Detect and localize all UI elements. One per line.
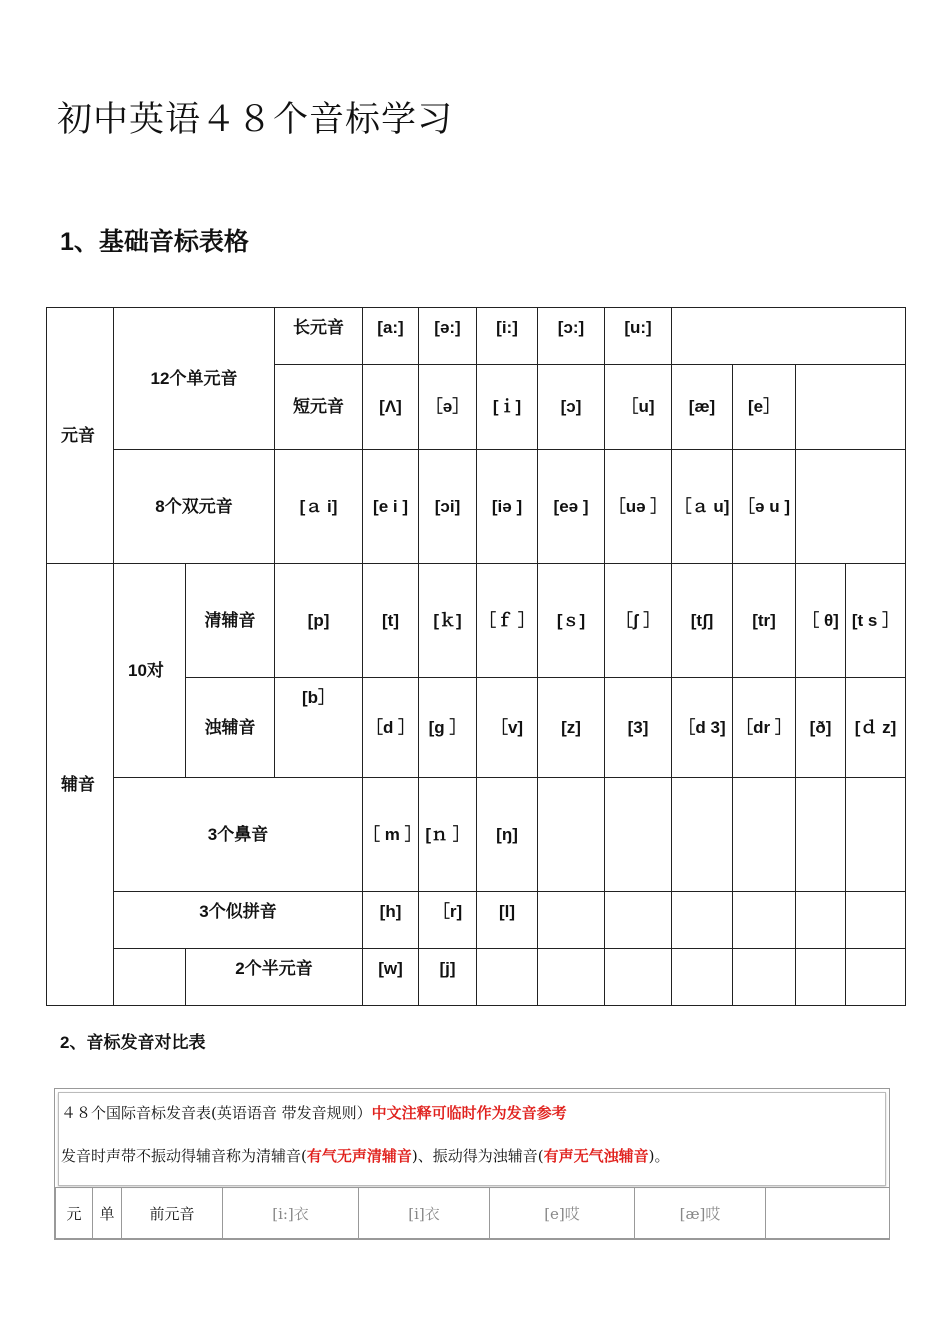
empty-cell	[672, 308, 906, 365]
ipa-cell: [p]	[275, 564, 363, 678]
ipa-cell: [l]	[477, 892, 538, 949]
empty-cell	[796, 778, 846, 892]
empty-cell	[796, 365, 906, 450]
ipa-cell: [ｎ ］	[419, 778, 477, 892]
ipa-cell: [æ]	[672, 365, 733, 450]
ipa-cell: ［ʃ ］	[605, 564, 672, 678]
table-cell: 前元音	[122, 1188, 223, 1239]
ipa-cell: ［ｆ ］	[477, 564, 538, 678]
empty-cell	[846, 892, 906, 949]
table-cell: 元	[56, 1188, 93, 1239]
pronunciation-box	[54, 1088, 890, 1240]
empty-cell	[538, 778, 605, 892]
ipa-cell: ［dr ］	[733, 678, 796, 778]
section-heading-1: 1、基础音标表格	[60, 228, 249, 256]
table-cell: [æ]哎	[635, 1188, 766, 1239]
ipa-cell: [iə ]	[477, 450, 538, 564]
semi-vowel-label: 2个半元音	[186, 949, 363, 1006]
ipa-cell: ［ａ u]	[672, 450, 733, 564]
section-heading-2: 2、音标发音对比表	[60, 1033, 206, 1052]
ipa-cell: [Λ]	[363, 365, 419, 450]
ipa-cell: [ｉ]	[477, 365, 538, 450]
ipa-cell: [eə ]	[538, 450, 605, 564]
empty-cell	[672, 892, 733, 949]
ipa-cell: [ɔ]	[538, 365, 605, 450]
empty-cell	[846, 949, 906, 1006]
long-vowel-label: 长元音	[275, 308, 363, 365]
diphthongs-label: 8个双元音	[114, 450, 275, 564]
ipa-cell: [tr]	[733, 564, 796, 678]
voiceless-label: 清辅音	[186, 564, 275, 678]
ipa-cell: ［d 3]	[672, 678, 733, 778]
empty-cell	[796, 892, 846, 949]
note-text: ４８个国际音标发音表(英语语音 带发音规则）	[61, 1104, 372, 1122]
short-vowel-label: 短元音	[275, 365, 363, 450]
ipa-cell: [tʃ]	[672, 564, 733, 678]
note-text: )。	[648, 1147, 670, 1165]
ipa-cell: ［ m ］	[363, 778, 419, 892]
empty-cell	[672, 949, 733, 1006]
phonetic-table	[46, 307, 906, 1006]
note-line-2	[61, 1145, 669, 1166]
table-cell	[766, 1188, 890, 1239]
pronunciation-table	[55, 1187, 890, 1239]
empty-cell	[605, 892, 672, 949]
vowel-label: 元音	[47, 308, 114, 564]
ipa-cell: ［ə］	[419, 365, 477, 450]
ipa-cell: [a:]	[363, 308, 419, 365]
ipa-cell: ［u]	[605, 365, 672, 450]
empty-cell	[672, 778, 733, 892]
pronunciation-note	[58, 1092, 886, 1186]
ipa-cell: [z]	[538, 678, 605, 778]
empty-cell	[538, 892, 605, 949]
note-highlight: 有气无声清辅音	[306, 1147, 412, 1165]
ipa-cell: [h]	[363, 892, 419, 949]
ipa-cell: [ŋ]	[477, 778, 538, 892]
note-text: 发音时声带不振动得辅音称为清辅音(	[61, 1147, 307, 1165]
empty-cell	[605, 778, 672, 892]
ipa-cell: [t]	[363, 564, 419, 678]
table-cell: 单	[93, 1188, 122, 1239]
note-highlight: 中文注释可临时作为发音参考	[371, 1104, 567, 1122]
ipa-cell: [e i ]	[363, 450, 419, 564]
ipa-cell: [ｄ z]	[846, 678, 906, 778]
pinyin-like-label: 3个似拼音	[114, 892, 363, 949]
ipa-cell: [ə:]	[419, 308, 477, 365]
note-line-1	[61, 1102, 567, 1123]
ipa-cell: ［d ］	[363, 678, 419, 778]
ipa-cell: ［v]	[477, 678, 538, 778]
empty-cell	[733, 892, 796, 949]
table-cell: [i:]衣	[223, 1188, 359, 1239]
empty-cell	[733, 949, 796, 1006]
ipa-cell: [ａ i]	[275, 450, 363, 564]
nasals-label: 3个鼻音	[114, 778, 363, 892]
ipa-cell: [e］	[733, 365, 796, 450]
ipa-cell: [3]	[605, 678, 672, 778]
ipa-cell: [ɔ:]	[538, 308, 605, 365]
ipa-cell: [ð]	[796, 678, 846, 778]
consonant-label: 辅音	[47, 564, 114, 1006]
table-cell: [e]哎	[490, 1188, 635, 1239]
single-vowels-label: 12个单元音	[114, 308, 275, 450]
empty-cell	[733, 778, 796, 892]
ipa-cell: [ｓ]	[538, 564, 605, 678]
page-title: 初中英语４８个音标学习	[57, 100, 454, 140]
empty-cell	[796, 949, 846, 1006]
ipa-cell: [ｋ]	[419, 564, 477, 678]
ipa-cell: [w]	[363, 949, 419, 1006]
ipa-cell: ［r]	[419, 892, 477, 949]
ipa-cell: [ɡ ］	[419, 678, 477, 778]
ipa-cell: [b］	[275, 678, 363, 778]
ipa-cell: [u:]	[605, 308, 672, 365]
empty-cell	[605, 949, 672, 1006]
voiced-label: 浊辅音	[186, 678, 275, 778]
ipa-cell: ［uə ］	[605, 450, 672, 564]
empty-cell	[796, 450, 906, 564]
empty-cell	[846, 778, 906, 892]
ipa-cell: ［ θ]	[796, 564, 846, 678]
table-cell: [i]衣	[359, 1188, 490, 1239]
note-highlight: 有声无气浊辅音	[543, 1147, 649, 1165]
empty-cell	[114, 949, 186, 1006]
note-text: )、振动得为浊辅音(	[411, 1147, 544, 1165]
pairs-label: 10对	[114, 564, 186, 778]
ipa-cell: ［ə u ]	[733, 450, 796, 564]
ipa-cell: [ɔi]	[419, 450, 477, 564]
ipa-cell: [i:]	[477, 308, 538, 365]
empty-cell	[538, 949, 605, 1006]
empty-cell	[477, 949, 538, 1006]
ipa-cell: [j]	[419, 949, 477, 1006]
ipa-cell: [t s ］	[846, 564, 906, 678]
